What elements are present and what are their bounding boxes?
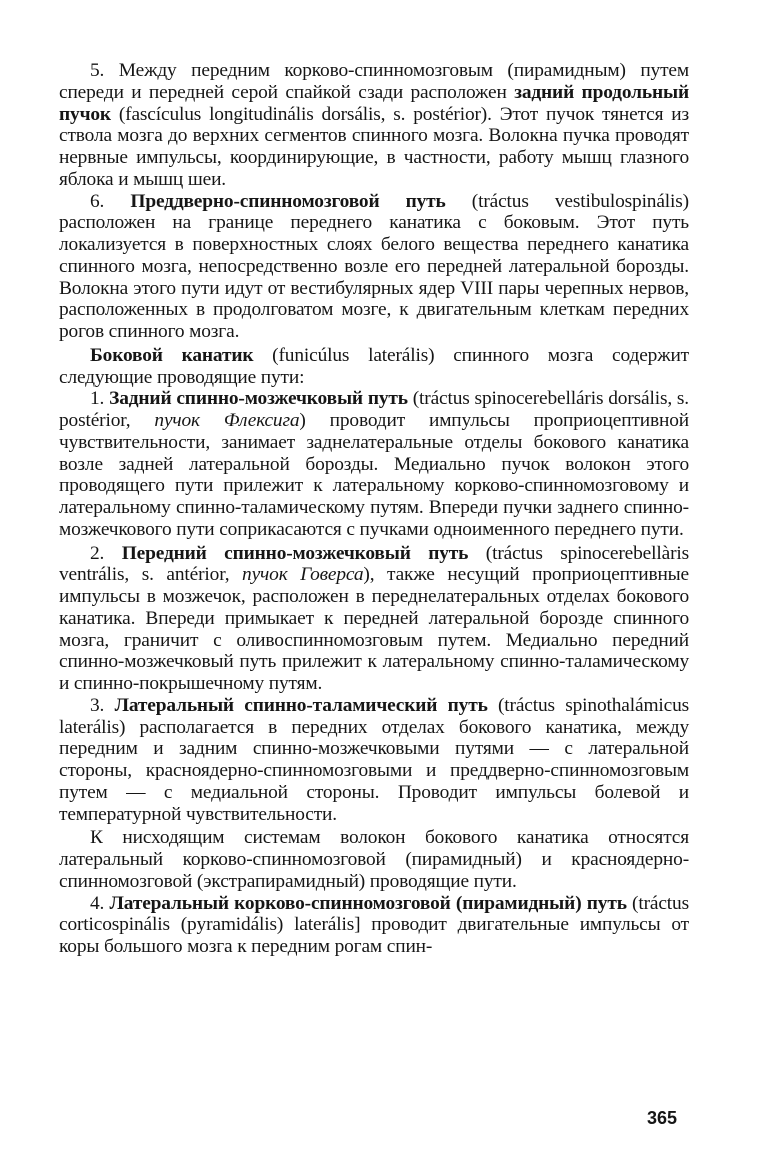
- term-bold: Латеральный спинно-таламический путь: [114, 694, 488, 716]
- paragraph-lateral-funiculus: [59, 345, 689, 389]
- page-number: 365: [647, 1108, 678, 1128]
- paragraph-vestibulospinal-tract: [59, 191, 689, 343]
- book-page-text: [59, 60, 689, 958]
- paragraph-text: (tráctus spinothalámicus laterális) располагается в передних отделах бокового канатика, между передним и задним спинно-мозжечковыми путями — с латеральной стороны, красноядерно-спинномозговыми и преддверно-спинномозговым путем — с медиальной стороны. Проводит импульсы болевой и температурной чувствительности.: [59, 694, 690, 825]
- term-italic: пучок Говерса: [242, 564, 364, 586]
- paragraph-posterior-spinocerebellar-tract: [59, 388, 689, 540]
- paragraph-anterior-spinocerebellar-tract: [59, 543, 689, 695]
- term-bold: Преддверно-спинномозговой путь: [130, 190, 446, 212]
- paragraph-posterior-longitudinal-fasciculus: [59, 60, 689, 191]
- paragraph-number: 6.: [90, 190, 105, 212]
- term-bold: Задний спинно-мозжечковый путь: [109, 388, 408, 410]
- term-italic: пучок Флексига: [154, 410, 300, 431]
- term-bold: задний продольный пучок: [59, 81, 689, 125]
- paragraph-number: 4.: [90, 892, 105, 914]
- paragraph-text: (tráctus spinocerebelláris dorsális, s. postérior,: [59, 388, 690, 431]
- paragraph-number: 5.: [90, 60, 105, 81]
- paragraph-number: 1.: [90, 388, 105, 410]
- term-bold: Латеральный корково-спинномозговой (пирамидный) путь: [109, 892, 627, 914]
- paragraph-text: ), также несущий проприоцептивные импульсы в мозжечок, расположен в переднелатеральных отделах бокового канатика. Впереди примыкает к передней латеральной борозде спинного мозга, граничит с оливоспинномозговым путем. Медиально передний спинно-мозжечковый путь прилежит к латеральному спинно-таламическому и спинно-покрышечному путям.: [59, 564, 690, 694]
- term-bold: Передний спинно-мозжечковый путь: [121, 542, 469, 564]
- paragraph-number: 3.: [90, 694, 105, 716]
- paragraph-text: (tráctus spinocerebellàris ventrális, s. antérior,: [59, 542, 690, 586]
- term-bold: Боковой канатик: [90, 344, 254, 366]
- paragraph-text: К нисходящим системам волокон бокового канатика относятся латеральный корково-спинномозговой (пирамидный) и красноядерно-спинномозговой (экстрапирамидный) проводящие пути.: [59, 827, 689, 892]
- paragraph-text: Между передним корково-спинномозговым (пирамидным) путем спереди и передней серой спайкой сзади расположен: [59, 60, 689, 103]
- paragraph-lateral-corticospinal-tract: [59, 893, 689, 958]
- paragraph-number: 2.: [90, 542, 105, 564]
- paragraph-text: (fascículus longitudinális dorsális, s. postérior). Этот пучок тянется из ствола мозга до верхних сегментов спинного мозга. Волокна пучка проводят нервные импульсы, координирующие, в частности, работу мышц глазного яблока и мышц шеи.: [59, 103, 689, 190]
- paragraph-text: (tráctus corticospinális (pyramidális) laterális] проводит двигательные импульсы от коры большого мозга к передним рогам спин-: [59, 892, 689, 957]
- paragraph-text: (tráctus vestibulospinális) расположен на границе переднего канатика с боковым. Этот путь локализуется в поверхностных слоях белого вещества переднего канатика спинного мозга, непосредственно возле его передней латеральной борозды. Волокна этого пути идут от вестибулярных ядер VIII пары черепных нервов, расположенных в продолговатом мозге, к двигательным клеткам передних рогов спинного мозга.: [59, 190, 689, 342]
- paragraph-text: ) проводит импульсы проприоцептивной чувствительности, занимает заднелатеральные отделы бокового канатика возле задней латеральной борозды. Медиально пучок волокон этого проводящего пути прилежит к латеральному корково-спинномозговому и латеральному спинно-таламическому путям. Впереди пучки заднего спинно-мозжечкового пути соприкасаются с пучками одноименного переднего пути.: [59, 410, 690, 540]
- paragraph-text: (funicúlus laterális) спинного мозга содержит следующие проводящие пути:: [59, 344, 689, 388]
- paragraph-lateral-spinothalamic-tract: [59, 695, 689, 826]
- paragraph-descending-systems: [59, 827, 689, 892]
